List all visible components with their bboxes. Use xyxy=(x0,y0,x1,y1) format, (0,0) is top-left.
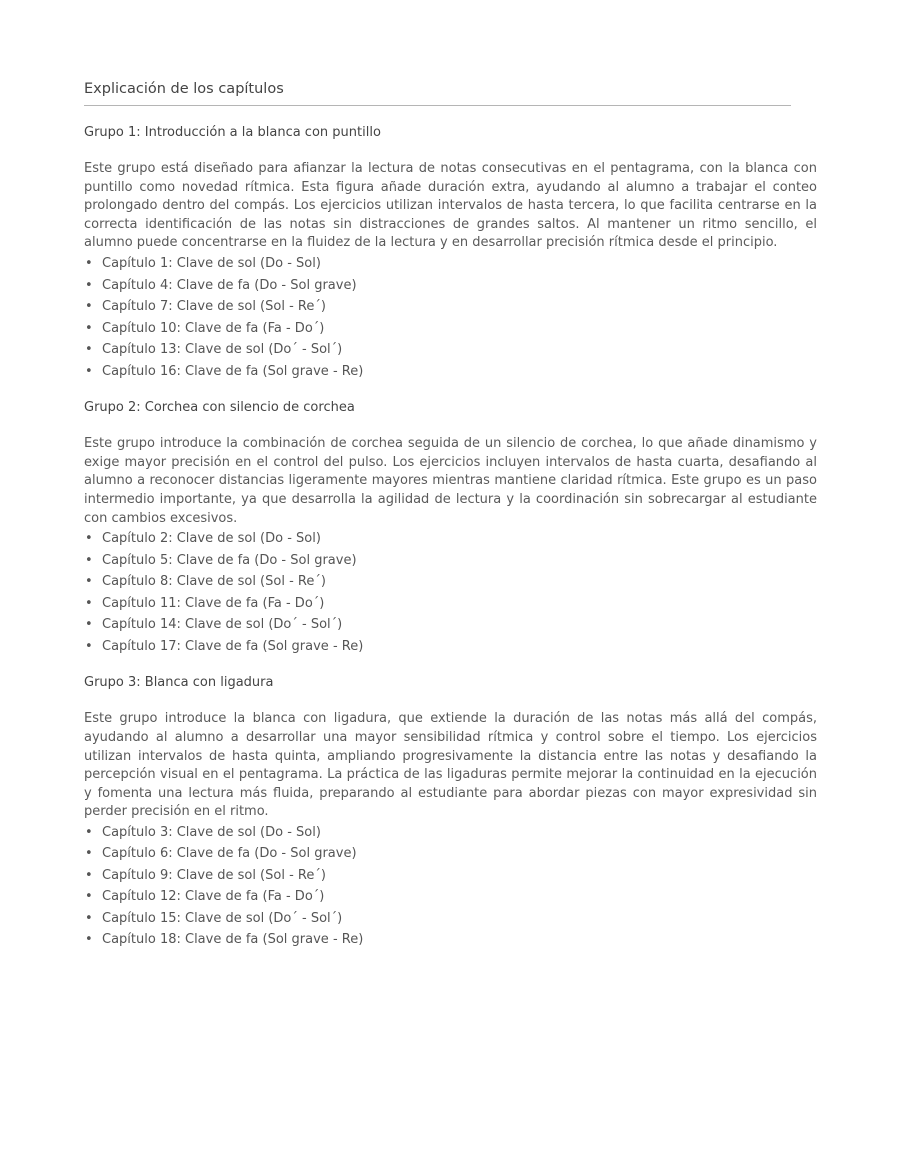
list-item xyxy=(84,908,817,930)
group-1-title: Grupo 1: Introducción a la blanca con puntillo xyxy=(84,124,381,140)
group-3-title: Grupo 3: Blanca con ligadura xyxy=(84,675,274,691)
list-item xyxy=(84,550,817,572)
bullet-icon: • xyxy=(85,363,93,379)
chapter-label: Capítulo 12: Clave de fa (Fa - Do´) xyxy=(102,889,325,905)
bullet-icon: • xyxy=(85,617,93,633)
bullet-icon: • xyxy=(85,256,93,271)
chapter-label: Capítulo 6: Clave de fa (Do - Sol grave) xyxy=(102,846,357,862)
group-3-section xyxy=(84,674,817,951)
group-1-section xyxy=(84,124,817,382)
list-item xyxy=(84,929,817,951)
list-item xyxy=(84,614,817,636)
chapter-label: Capítulo 5: Clave de fa (Do - Sol grave) xyxy=(102,552,357,568)
bullet-icon: • xyxy=(85,277,93,293)
group-2-title: Grupo 2: Corchea con silencio de corchea xyxy=(84,400,355,415)
bullet-icon: • xyxy=(85,531,93,547)
bullet-icon: • xyxy=(85,320,93,336)
list-item xyxy=(84,865,817,887)
group-3-description: Este grupo introduce la blanca con ligadura, que extiende la duración de las notas más allá del compás, ayudando al alumno a desarrollar una mayor sensibilidad rítmica y control sobre el tiempo. Los ejercicios utilizan intervalos de hasta quinta, ampliando progresivamente la distancia entre las notas y desafiando la percepción visual en el pentagrama. La práctica de las ligaduras permite mejorar la continuidad en la ejecución y fomenta una lectura más fluida, preparando al estudiante para abordar piezas con mayor expresividad sin perder precisión en el ritmo. xyxy=(84,711,817,820)
bullet-icon: • xyxy=(85,846,93,862)
chapter-label: Capítulo 8: Clave de sol (Sol - Re´) xyxy=(102,574,326,590)
list-item xyxy=(84,528,817,550)
list-item xyxy=(84,843,817,865)
bullet-icon: • xyxy=(85,910,93,926)
bullet-icon: • xyxy=(85,299,93,314)
list-item xyxy=(84,593,817,615)
chapter-label: Capítulo 13: Clave de sol (Do´ - Sol´) xyxy=(102,342,343,357)
chapter-label: Capítulo 2: Clave de sol (Do - Sol) xyxy=(102,531,321,547)
document-page xyxy=(84,80,817,951)
bullet-icon: • xyxy=(85,889,93,905)
group-1-chapter-list xyxy=(84,253,817,382)
list-item xyxy=(84,275,817,297)
group-2-section xyxy=(84,399,817,657)
chapter-label: Capítulo 16: Clave de fa (Sol grave - Re) xyxy=(102,363,364,379)
group-2-chapter-list xyxy=(84,528,817,657)
chapter-label: Capítulo 17: Clave de fa (Sol grave - Re) xyxy=(102,638,364,654)
list-item xyxy=(84,339,817,361)
list-item xyxy=(84,822,817,844)
list-item xyxy=(84,886,817,908)
bullet-icon: • xyxy=(85,574,93,590)
chapter-label: Capítulo 9: Clave de sol (Sol - Re´) xyxy=(102,867,326,883)
bullet-icon: • xyxy=(85,932,93,948)
list-item xyxy=(84,636,817,658)
chapter-label: Capítulo 18: Clave de fa (Sol grave - Re) xyxy=(102,932,364,948)
chapter-label: Capítulo 1: Clave de sol (Do - Sol) xyxy=(102,256,321,271)
chapter-label: Capítulo 15: Clave de sol (Do´ - Sol´) xyxy=(102,910,343,926)
group-2-description: Este grupo introduce la combinación de corchea seguida de un silencio de corchea, lo que añade dinamismo y exige mayor precisión en el control del pulso. Los ejercicios incluyen intervalos de hasta cuarta, desafiando al alumno a reconocer distancias ligeramente mayores mientras mantiene claridad rítmica. Este grupo es un paso intermedio importante, ya que desarrolla la agilidad de lectura y la coordinación sin sobrecargar al estudiante con cambios excesivos. xyxy=(84,436,817,526)
list-item xyxy=(84,296,817,318)
list-item xyxy=(84,571,817,593)
page-title: Explicación de los capítulos xyxy=(84,80,791,106)
list-item xyxy=(84,253,817,275)
list-item xyxy=(84,318,817,340)
chapter-label: Capítulo 10: Clave de fa (Fa - Do´) xyxy=(102,320,325,336)
bullet-icon: • xyxy=(85,638,93,654)
group-1-description: Este grupo está diseñado para afianzar la lectura de notas consecutivas en el pentagrama, con la blanca con puntillo como novedad rítmica. Esta figura añade duración extra, ayudando al alumno a trabajar el conteo prolongado dentro del compás. Los ejercicios utilizan intervalos de hasta tercera, lo que facilita centrarse en la correcta identificación de las notas sin distracciones de grandes saltos. Al mantener un ritmo sencillo, el alumno puede concentrarse en la fluidez de la lectura y en desarrollar precisión rítmica desde el principio. xyxy=(84,161,817,251)
chapter-label: Capítulo 4: Clave de fa (Do - Sol grave) xyxy=(102,277,357,293)
group-3-chapter-list xyxy=(84,822,817,951)
bullet-icon: • xyxy=(85,867,93,883)
bullet-icon: • xyxy=(85,824,93,840)
bullet-icon: • xyxy=(85,342,93,357)
bullet-icon: • xyxy=(85,595,93,611)
chapter-label: Capítulo 11: Clave de fa (Fa - Do´) xyxy=(102,595,325,611)
chapter-label: Capítulo 14: Clave de sol (Do´ - Sol´) xyxy=(102,617,343,633)
list-item xyxy=(84,361,817,383)
chapter-label: Capítulo 7: Clave de sol (Sol - Re´) xyxy=(102,299,326,314)
bullet-icon: • xyxy=(85,552,93,568)
chapter-label: Capítulo 3: Clave de sol (Do - Sol) xyxy=(102,824,321,840)
